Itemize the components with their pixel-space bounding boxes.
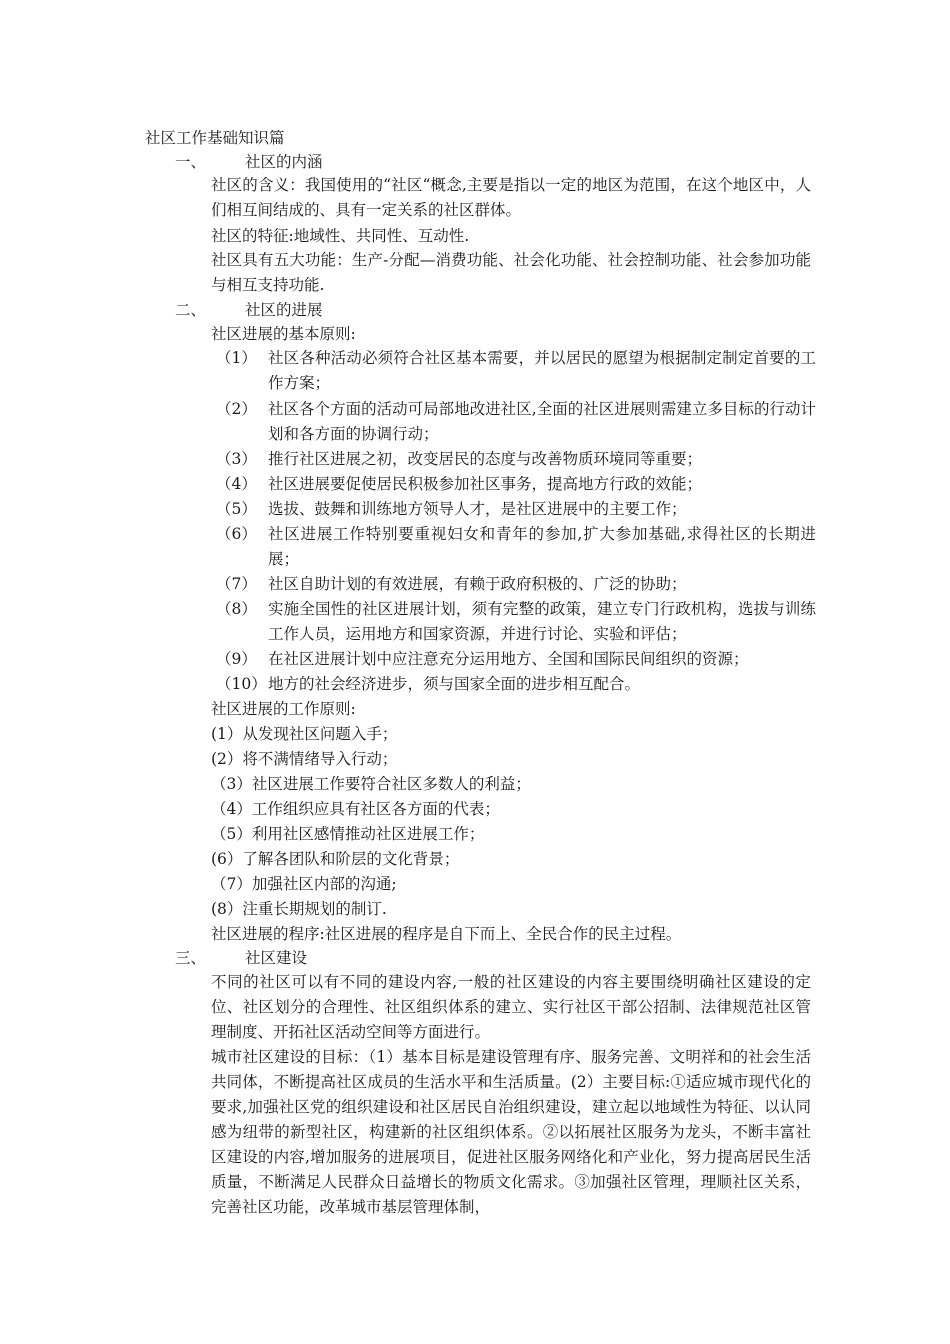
work-principle-item: (8）注重长期规划的制订. [211,900,387,918]
list-item [216,447,816,472]
list-item [216,346,816,396]
paragraph-community-functions: 社区具有五大功能：生产-分配—消费功能、社会化功能、社会控制功能、社会参加功能与相互支持功能. [211,251,811,294]
work-principle-item: （7）加强社区内部的沟通; [211,875,397,893]
list-item-number: （10） [216,675,267,693]
paragraph-construction-goals: 城市社区建设的目标：（1）基本目标是建设管理有序、服务完善、文明祥和的社会生活共同体，不断提高社区成员的生活水平和生活质量。(2）主要目标:①适应城市现代化的要求,加强社区党的组织建设和社区居民自治组织建设，建立起以地域性为特征、以认同感为纽带的新型社区，构建新的社区组织体系。②以拓展社区服务为龙头，不断丰富社区建设的内容,增加服务的进展项目，促进社区服务网络化和产业化，努力提高居民生活质量，不断满足人民群众日益增长的物质文化需求。③加强社区管理，理顺社区关系，完善社区功能，改革城市基层管理体制， [211,1048,811,1216]
work-principle-item: (6）了解各团队和阶层的文化背景； [211,850,460,868]
list-item-number: （1） [216,349,257,367]
work-principle-item: (1）从发现社区问题入手； [211,725,398,743]
list-item-number: （8） [216,600,257,618]
list-item [216,497,816,522]
section-heading-1 [175,150,323,174]
list-item-number: （5） [216,500,257,518]
list-item-text: 社区自助计划的有效进展，有赖于政府积极的、广泛的协助； [268,575,687,593]
section-number: 一、 [175,153,207,171]
work-principle-item: （4）工作组织应具有社区各方面的代表； [211,800,500,818]
paragraph-community-definition: 社区的含义：我国使用的“社区“概念,主要是指以一定的地区为范围，在这个地区中，人们相互间结成的、具有一定关系的社区群体。 [211,176,811,219]
list-item [216,672,816,697]
paragraph-community-features: 社区的特征:地域性、共同性、互动性. [211,227,470,245]
document-title: 社区工作基础知识篇 [145,129,285,147]
work-principle-item: (2）将不满情绪导入行动； [211,750,398,768]
list-item [216,572,816,597]
list-item-text: 地方的社会经济进步，须与国家全面的进步相互配合。 [268,675,641,693]
work-principles-heading: 社区进展的工作原则: [211,700,356,718]
list-item-text: 在社区进展计划中应注意充分运用地方、全国和国际民间组织的资源； [268,650,749,668]
section-heading-2 [175,298,323,322]
development-procedure: 社区进展的程序:社区进展的程序是自下而上、全民合作的民主过程。 [211,925,682,943]
list-item-number: （9） [216,650,257,668]
list-item-text: 社区各个方面的活动可局部地改进社区,全面的社区进展则需建立多目标的行动计划和各方面的协调行动； [268,400,816,443]
list-item-text: 社区各种活动必须符合社区基本需要，并以居民的愿望为根据制定制定首要的工作方案； [268,349,816,392]
list-item-text: 社区进展工作特别要重视妇女和青年的参加,扩大参加基础,求得社区的长期进展； [268,525,816,568]
list-item-number: （7） [216,575,257,593]
paragraph-construction-content: 不同的社区可以有不同的建设内容,一般的社区建设的内容主要围绕明确社区建设的定位、社区划分的合理性、社区组织体系的建立、实行社区干部公招制、法律规范社区管理制度、开拓社区活动空间等方面进行。 [211,973,811,1041]
section-title: 社区的内涵 [245,153,323,171]
list-item-number: （6） [216,525,257,543]
list-item-text: 社区进展要促使居民积极参加社区事务，提高地方行政的效能； [268,475,703,493]
section-number: 三、 [175,949,207,967]
list-item-text: 实施全国性的社区进展计划，须有完整的政策，建立专门行政机构，选拔与训练工作人员，运用地方和国家资源，并进行讨论、实验和评估； [268,600,816,643]
list-item-text: 选拔、鼓舞和训练地方领导人才，是社区进展中的主要工作； [268,500,687,518]
list-item [216,647,816,672]
list-item-text: 推行社区进展之初，改变居民的态度与改善物质环境同等重要； [268,450,703,468]
section-title: 社区建设 [245,949,308,967]
list-item-number: （3） [216,450,257,468]
list-item [216,397,816,447]
basic-principles-heading: 社区进展的基本原则: [211,325,356,343]
list-item-number: （4） [216,475,257,493]
work-principle-item: （5）利用社区感情推动社区进展工作； [211,825,485,843]
section-number: 二、 [175,301,207,319]
section-title: 社区的进展 [245,301,323,319]
list-item [216,597,816,647]
list-item-number: （2） [216,400,257,418]
work-principle-item: （3）社区进展工作要符合社区多数人的利益； [211,775,531,793]
section-heading-3 [175,946,307,970]
list-item [216,472,816,497]
list-item [216,522,816,572]
